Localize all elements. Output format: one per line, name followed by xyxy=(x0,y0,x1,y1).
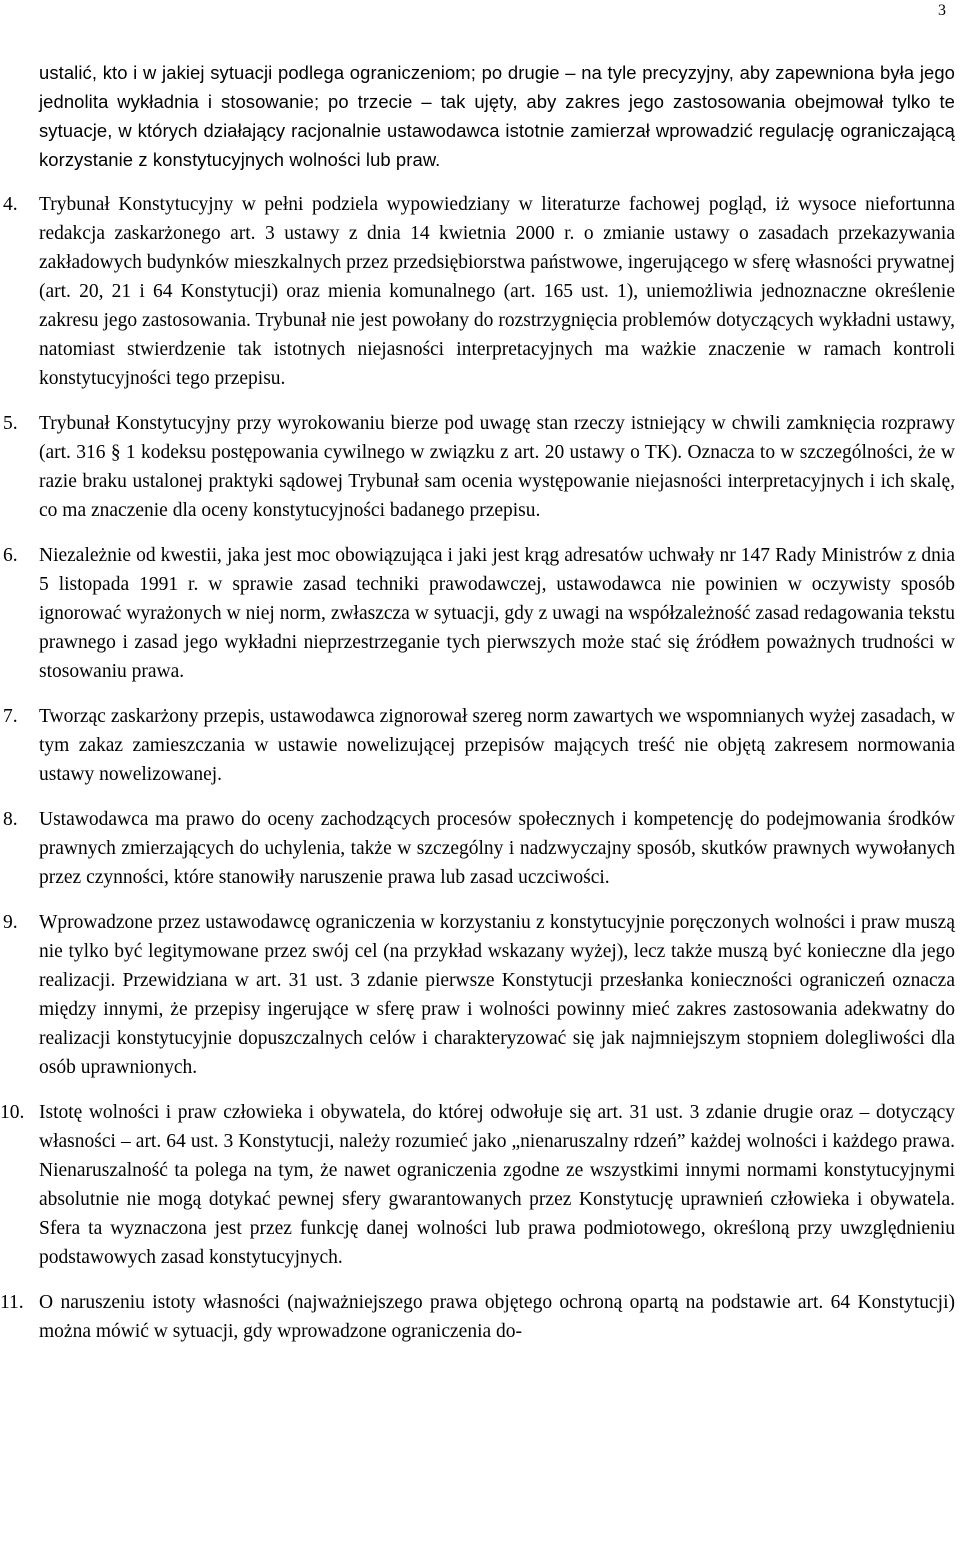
item-number: 9. xyxy=(3,912,18,933)
item-number: 11. xyxy=(0,1292,24,1313)
item-text: Tworząc zaskarżony przepis, ustawodawca zignorował szereg norm zawartych we wspomnianych wyżej zasadach, w tym zakaz zamieszczania w ustawie nowelizującej przepisów mających treść nie objętą zakresem normowania ustawy nowelizowanej. xyxy=(39,706,955,785)
item-number: 5. xyxy=(3,413,18,434)
item-text: O naruszeniu istoty własności (najważniejszego prawa objętego ochroną opartą na podstawie art. 64 Konstytucji) można mówić w sytuacji, gdy wprowadzone ograniczenia do- xyxy=(39,1292,955,1342)
item-number: 8. xyxy=(3,809,18,830)
list-item-6 xyxy=(3,541,955,686)
list-item-9 xyxy=(3,908,955,1082)
item-number: 4. xyxy=(3,194,18,215)
item-text: Ustawodawca ma prawo do oceny zachodzących procesów społecznych i kompetencję do podejmowania środków prawnych zmierzających do uchylenia, także w szczególny i nadzwyczajny sposób, skutków prawnych wywołanych przez czynności, które stanowiły naruszenie prawa lub zasad uczciwości. xyxy=(39,809,955,888)
item-number: 7. xyxy=(3,706,18,727)
list-item-5 xyxy=(3,409,955,525)
item-text: Wprowadzone przez ustawodawcę ograniczenia w korzystaniu z konstytucyjnie poręczonych wolności i praw muszą nie tylko być legitymowane przez swój cel (na przykład wskazany wyżej), lecz także muszą być konieczne dla jego realizacji. Przewidziana w art. 31 ust. 3 zdanie pierwsze Konstytucji przesłanka konieczności ograniczeń oznacza między innymi, że przepisy ingerujące w sferę praw i wolności powinny mieć zakres zastosowania adekwatny do realizacji konstytucyjnie dopuszczalnych celów i charakteryzować się jak najmniejszym stopniem dolegliwości dla osób uprawnionych. xyxy=(39,912,955,1078)
document-body xyxy=(0,58,955,1362)
item-text: Trybunał Konstytucyjny przy wyrokowaniu bierze pod uwagę stan rzeczy istniejący w chwili zamknięcia rozprawy (art. 316 § 1 kodeksu postępowania cywilnego w związku z art. 20 ustawy o TK). Oznacza to w szczególności, że w razie braku ustalonej praktyki sądowej Trybunał sam ocenia występowanie niejasności interpretacyjnych i ich skalę, co ma znaczenie dla oceny konstytucyjności badanego przepisu. xyxy=(39,413,955,521)
list-item-11 xyxy=(0,1288,955,1346)
intro-paragraph: ustalić, kto i w jakiej sytuacji podlega ograniczeniom; po drugie – na tyle precyzyjny, aby zapewniona była jego jednolita wykładnia i stosowanie; po trzecie – tak ujęty, aby zakres jego zastosowania obejmował tylko te sytuacje, w których działający racjonalnie ustawodawca istotnie zamierzał wprowadzić regulację ograniczającą korzystanie z konstytucyjnych wolności lub praw. xyxy=(39,62,955,170)
list-item-8 xyxy=(3,805,955,892)
item-text: Trybunał Konstytucyjny w pełni podziela wypowiedziany w literaturze fachowej pogląd, iż wysoce niefortunna redakcja zaskarżonego art. 3 ustawy z dnia 14 kwietnia 2000 r. o zmianie ustawy o zasadach przekazywania zakładowych budynków mieszkalnych przez przedsiębiorstwa państwowe, ingerującego w sferę własności prywatnej (art. 20, 21 i 64 Konstytucji) oraz mienia komunalnego (art. 165 ust. 1), uniemożliwia jednoznaczne określenie zakresu jego zastosowania. Trybunał nie jest powołany do rozstrzygnięcia problemów dotyczących wykładni ustawy, natomiast stwierdzenie tak istotnych niejasności interpretacyjnych ma ważkie znaczenie w ramach kontroli konstytucyjności tego przepisu. xyxy=(39,194,955,389)
item-text: Istotę wolności i praw człowieka i obywatela, do której odwołuje się art. 31 ust. 3 zdanie drugie oraz – dotyczący własności – art. 64 ust. 3 Konstytucji, należy rozumieć jako „nienaruszalny rdzeń” każdej wolności i każdego prawa. Nienaruszalność ta polega na tym, że nawet ograniczenia zgodne ze wszystkimi innymi normami konstytucyjnymi absolutnie nie mogą dotykać pewnej sfery gwarantowanych przez Konstytucję uprawnień człowieka i obywatela. Sfera ta wyznaczona jest przez funkcję danej wolności lub prawa podmiotowego, określoną przy uwzględnieniu podstawowych zasad konstytucyjnych. xyxy=(39,1102,955,1268)
list-item-10 xyxy=(0,1098,955,1272)
page-number: 3 xyxy=(938,2,946,19)
list-item-4 xyxy=(3,190,955,393)
item-number: 6. xyxy=(3,545,18,566)
list-item-7 xyxy=(3,702,955,789)
item-number: 10. xyxy=(0,1102,25,1123)
item-text: Niezależnie od kwestii, jaka jest moc obowiązująca i jaki jest krąg adresatów uchwały nr 147 Rady Ministrów z dnia 5 listopada 1991 r. w sprawie zasad techniki prawodawczej, ustawodawca nie powinien w oczywisty sposób ignorować wyrażonych w niej norm, zwłaszcza w sytuacji, gdy z uwagi na współzależność zasad redagowania tekstu prawnego i zasad jego wykładni nieprzestrzeganie tych pierwszych może stać się źródłem poważnych trudności w stosowaniu prawa. xyxy=(39,545,955,682)
